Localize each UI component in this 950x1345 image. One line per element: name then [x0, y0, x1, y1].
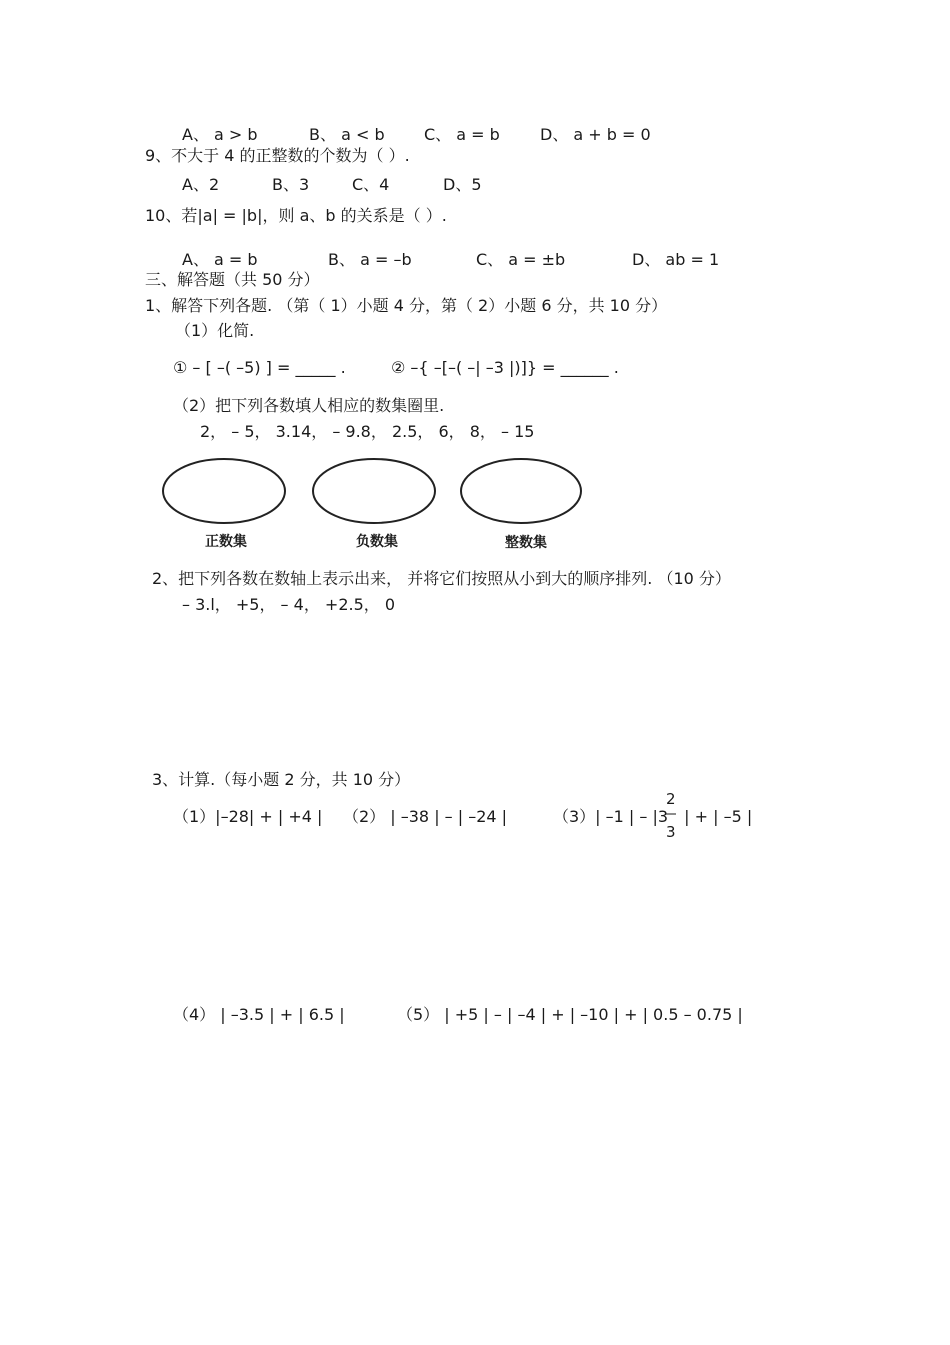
- p1-numbers: 2， – 5， 3.14， – 9.8， 2.5， 6， 8， – 15: [200, 422, 535, 441]
- p1-sub2-label: （2）把下列各数填人相应的数集圈里.: [173, 396, 445, 415]
- p3-expr-3-prefix: （3）| –1 | – |3: [553, 807, 669, 826]
- q10-stem: [145, 206, 447, 226]
- q9-option-c: C、4: [352, 175, 390, 194]
- p3-expr-5: （5） | +5 | – | –4 | + | –10 | + | 0.5 – 0.75 |: [397, 1005, 743, 1024]
- p3-expr-1: （1）|–28| + | +4 |: [173, 807, 323, 826]
- p1-expr-1: ① – [ –( –5) ] = _____ .: [173, 358, 346, 377]
- p1-expr-2: ② –{ –[–( –| –3 |)]} = ______ .: [391, 358, 619, 377]
- p1-sub1-label: （1）化简.: [175, 321, 255, 340]
- q10-option-d: D、 ab = 1: [632, 250, 720, 269]
- negative-set-label: 负数集: [356, 534, 398, 550]
- p1-stem: 1、解答下列各题. （第（ 1）小题 4 分，第（ 2）小题 6 分，共 10 分）: [145, 296, 668, 315]
- q10-stem-abs: |a| = |b|: [197, 206, 263, 225]
- section-3-title: 三、解答题（共 50 分）: [145, 270, 320, 289]
- q10-option-a: A、 a = b: [182, 250, 258, 269]
- q9-option-a: A、2: [182, 175, 220, 194]
- integer-set-label: 整数集: [505, 535, 547, 551]
- q10-option-b: B、 a = –b: [328, 250, 412, 269]
- q10-stem-prefix: 10、若: [145, 206, 198, 225]
- negative-set-ellipse: [313, 459, 435, 523]
- q8-option-b: B、 a < b: [309, 125, 385, 144]
- q9-option-d: D、5: [443, 175, 482, 194]
- p3-expr-3: [553, 807, 752, 827]
- q8-option-a: A、 a > b: [182, 125, 258, 144]
- p2-numbers: – 3.l， +5， – 4， +2.5， 0: [182, 595, 396, 614]
- integer-set-ellipse: [461, 459, 581, 523]
- q9-stem: 9、不大于 4 的正整数的个数为（ ）.: [145, 146, 410, 165]
- q9-option-b: B、3: [272, 175, 310, 194]
- q10-stem-suffix: ，则 a、b 的关系是（ ）.: [262, 206, 447, 225]
- p3-stem: 3、计算.（每小题 2 分，共 10 分）: [152, 770, 411, 789]
- q8-option-c: C、 a = b: [424, 125, 500, 144]
- p3-expr-3-fraction-numerator: 2: [666, 790, 676, 808]
- p3-expr-3-fraction-bar: [664, 813, 678, 816]
- positive-set-label: 正数集: [205, 534, 247, 550]
- p3-expr-3-fraction-denominator: 3: [666, 823, 676, 841]
- p3-expr-2: （2） | –38 | – | –24 |: [343, 807, 508, 826]
- set-ellipses: [150, 452, 600, 532]
- p3-expr-4: （4） | –3.5 | + | 6.5 |: [173, 1005, 345, 1024]
- p2-stem: 2、把下列各数在数轴上表示出来， 并将它们按照从小到大的顺序排列. （10 分）: [152, 569, 731, 588]
- q10-option-c: C、 a = ±b: [476, 250, 566, 269]
- q8-option-d: D、 a + b = 0: [540, 125, 651, 144]
- p3-expr-3-suffix: | + | –5 |: [679, 807, 753, 826]
- positive-set-ellipse: [163, 459, 285, 523]
